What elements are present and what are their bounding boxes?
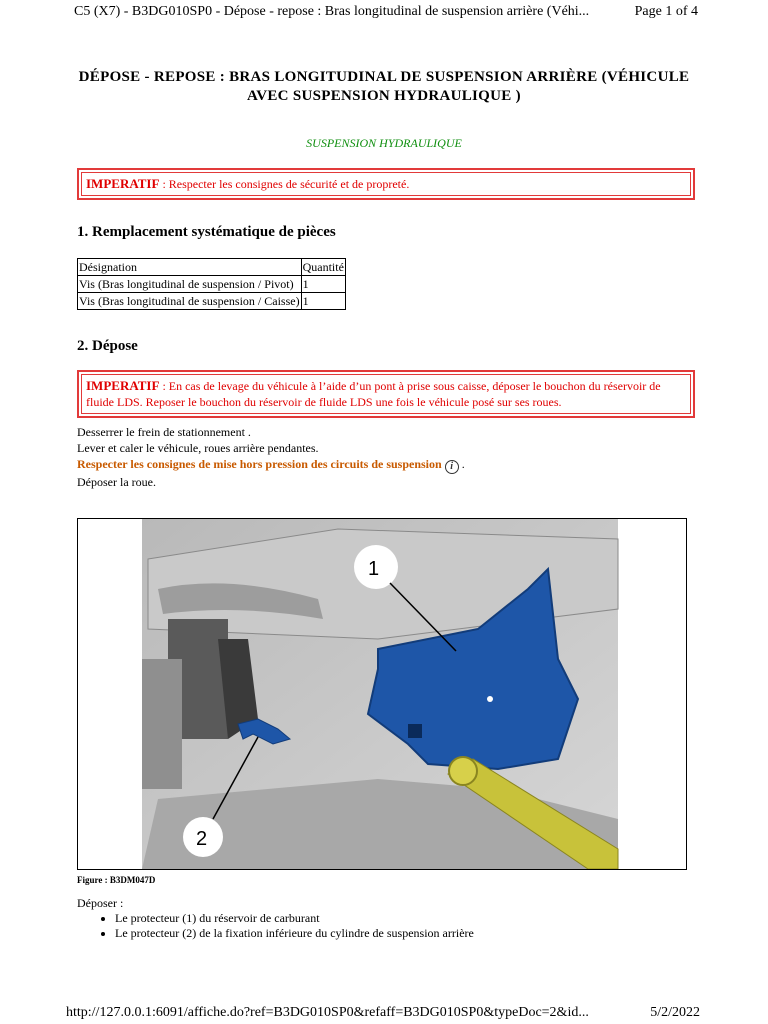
table-cell: 1 (301, 276, 345, 293)
callout-label-1: 1 (368, 558, 380, 580)
vehicle-underside-illustration (78, 519, 686, 869)
step-line: Lever et caler le véhicule, roues arrière pendantes. (77, 441, 319, 455)
table-cell: 1 (301, 293, 345, 310)
list-item: • Le protecteur (2) de la fixation inférieure du cylindre de suspension arrière (115, 926, 474, 941)
figure-caption: Figure : B3DM047D (77, 875, 156, 885)
section-heading-2: 2. Dépose (77, 338, 138, 354)
imperatif-box-1 (77, 168, 695, 200)
imperatif-label: IMPERATIF (86, 176, 160, 191)
protector-hole (487, 696, 493, 702)
arm-pivot (449, 757, 477, 785)
page-footer (66, 1005, 700, 1021)
list-item: • Le protecteur (1) du réservoir de carburant (115, 911, 474, 926)
imperatif-box-2 (77, 370, 695, 418)
page-number: Page 1 of 4 (634, 4, 698, 19)
table-header: Quantité (302, 259, 344, 274)
parts-table (77, 258, 346, 310)
protector-fastener (408, 724, 422, 738)
footer-url[interactable]: http://127.0.0.1:6091/affiche.do?ref=B3DG010SP0&refaff=B3DG010SP0&typeDoc=2&id... (66, 1005, 589, 1020)
pressure-link[interactable]: Respecter les consignes de mise hors pression des circuits de suspension (77, 457, 442, 471)
step-line: Desserrer le frein de stationnement . (77, 425, 251, 439)
footer-date: 5/2/2022 (650, 1005, 700, 1020)
document-title (60, 68, 708, 106)
table-header-row (78, 259, 346, 276)
step-line-warning (77, 456, 465, 474)
title-line-1: DÉPOSE - REPOSE : BRAS LONGITUDINAL DE SUSPENSION ARRIÈRE (VÉHICULE (78, 69, 690, 85)
imperatif-text: : Respecter les consignes de sécurité et de propreté. (159, 177, 410, 191)
step-line: Déposer la roue. (77, 475, 156, 489)
wheel-hub (142, 659, 182, 789)
table-cell: Vis (Bras longitudinal de suspension / Caisse) (79, 293, 300, 308)
table-row (78, 293, 346, 310)
table-header: Désignation (78, 259, 302, 276)
imperatif-text: : En cas de levage du véhicule à l’aide d’un pont à prise sous caisse, déposer le bouchon du réservoir de fluide LDS. Reposer le bouchon du réservoir de fluide LDS une fois le véhicule posé sur ses roues. (86, 379, 661, 409)
removal-intro: Déposer : (77, 896, 124, 910)
info-icon[interactable]: i (445, 460, 459, 474)
technical-figure (77, 518, 687, 870)
header-title: C5 (X7) - B3DG010SP0 - Dépose - repose : Bras longitudinal de suspension arrière (Véhi... (74, 4, 590, 19)
subtitle: SUSPENSION HYDRAULIQUE (306, 136, 462, 150)
table-row (78, 276, 346, 293)
page-header (74, 4, 698, 20)
step-line-end: . (461, 457, 465, 471)
procedure-steps (77, 424, 465, 490)
removal-items (77, 911, 474, 941)
removal-list (77, 896, 474, 941)
table-cell: Vis (Bras longitudinal de suspension / Pivot) (78, 276, 302, 293)
title-line-2: AVEC SUSPENSION HYDRAULIQUE ) (247, 88, 521, 104)
callout-label-2: 2 (196, 828, 208, 850)
section-heading-1: 1. Remplacement systématique de pièces (77, 224, 336, 240)
imperatif-label: IMPERATIF (86, 378, 160, 393)
